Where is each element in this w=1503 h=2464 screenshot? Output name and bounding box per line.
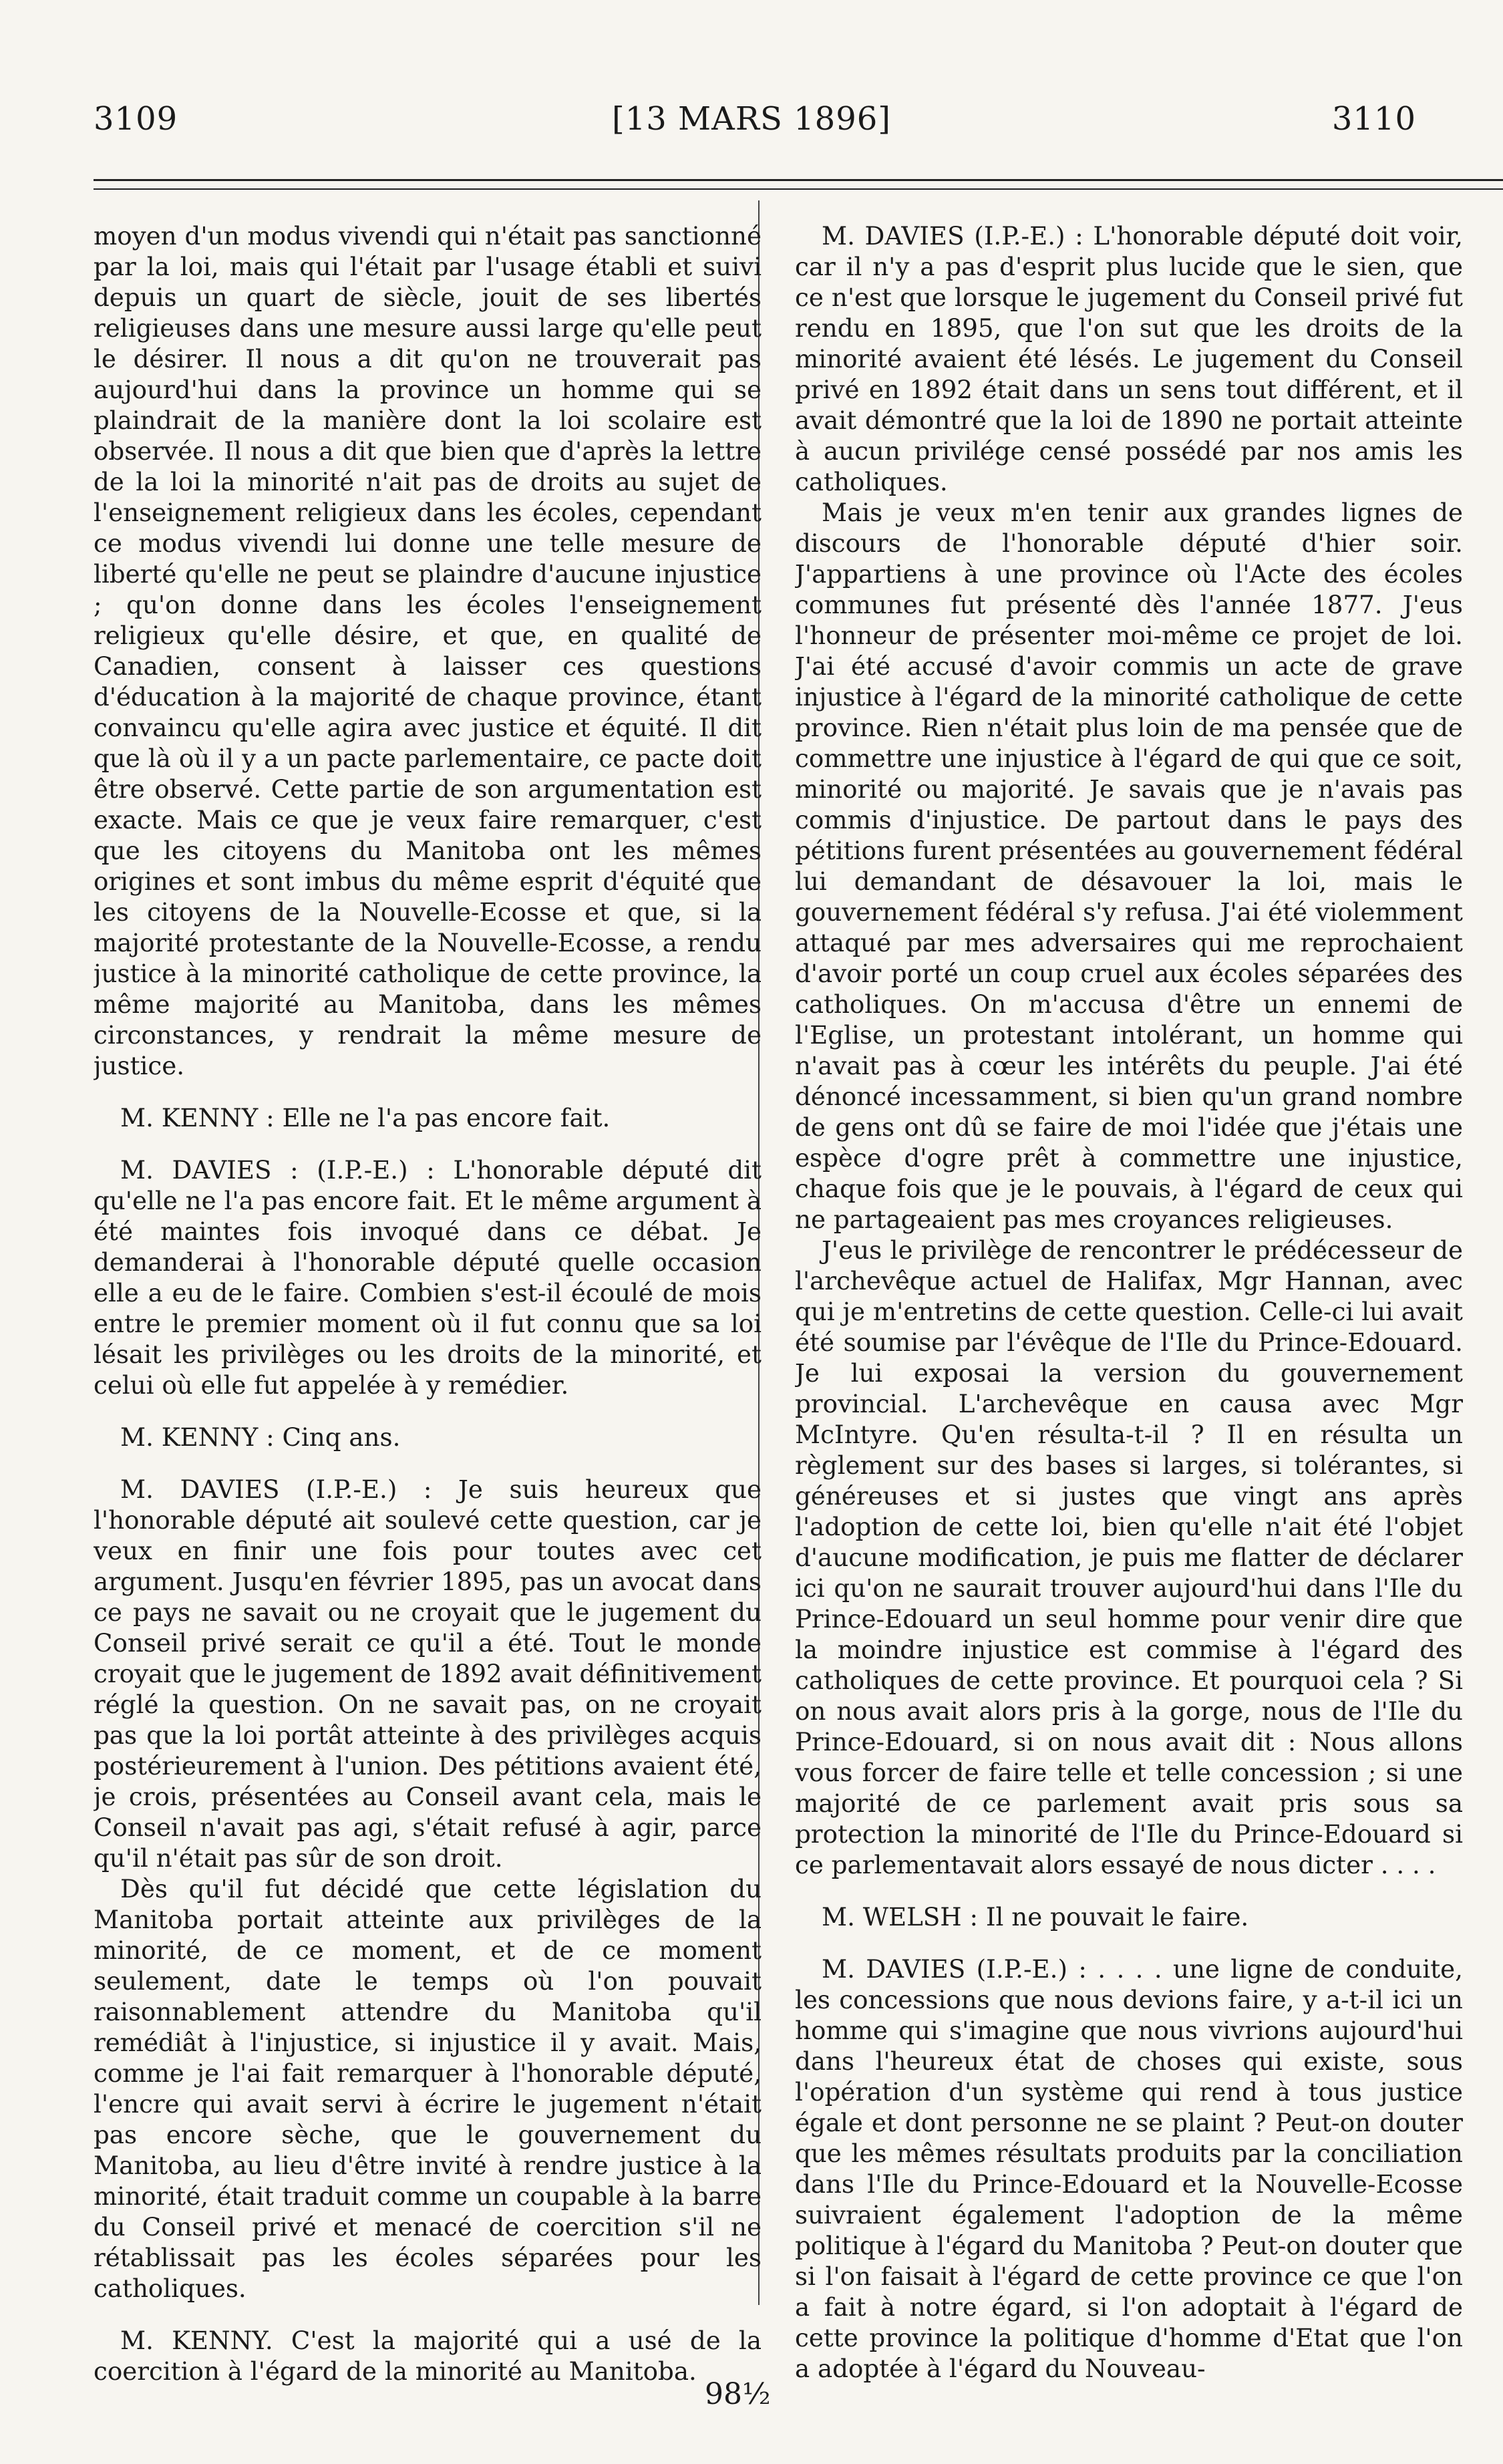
paragraph: J'eus le privilège de rencontrer le prédécesseur de l'archevêque actuel de Halifax, Mgr Hannan, avec qui je m'entretins de cette question. Celle-ci lui avait été soumise par l'évêque de l'Ile du Prince-Edouard. Je lui exposai la version du gouvernement provincial. L'archevêque en causa avec Mgr McIntyre. Qu'en résulta-t-il ? Il en résulta un règlement sur des bases si larges, si tolérantes, si généreuses et si justes que vingt ans après l'adoption de cette loi, bien qu'elle n'ait été l'objet d'aucune modification, je puis me flatter de déclarer ici qu'on ne saurait trouver aujourd'hui dans l'Ile du Prince-Edouard un seul homme pour venir dire que la moindre injustice est commise à l'égard des catholiques de cette province. Et pourquoi cela ? Si on nous avait alors pris à la gorge, nous de l'Ile du Prince-Edouard, si on nous avait dit : Nous allons vous forcer de faire telle et telle concession ; si une majorité de ce parlement avait pris sous sa protection la minorité de l'Ile du Prince-Edouard si ce parlementavait alors essayé de nous dicter . . . .	[795, 1235, 1463, 1879]
header-rule-thin	[94, 188, 1503, 190]
paragraph: moyen d'un modus vivendi qui n'était pas sanctionné par la loi, mais qui l'était par l'usage établi et suivi depuis un quart de siècle, jouit de ses libertés religieuses dans une mesure aussi large qu'elle peut le désirer. Il nous a dit qu'on ne trouverait pas aujourd'hui dans la province un homme qui se plaindrait de la manière dont la loi scolaire est observée. Il nous a dit que bien que d'après la lettre de la loi la minorité n'ait pas de droits au sujet de l'enseignement religieux dans les écoles, cependant ce modus vivendi lui donne une telle mesure de liberté qu'elle ne peut se plaindre d'aucune injustice ; qu'on donne dans les écoles l'enseignement religieux qu'elle désire, et que, en qualité de Canadien, consent à laisser ces questions d'éducation à la majorité de chaque province, étant convaincu qu'elle agira avec justice et équité. Il dit que là où il y a un pacte parlementaire, ce pacte doit être observé. Cette partie de son argumentation est exacte. Mais ce que je veux faire remarquer, c'est que les citoyens du Manitoba ont les mêmes origines et sont imbus du même esprit d'équité que les citoyens de la Nouvelle-Ecosse et que, si la majorité protestante de la Nouvelle-Ecosse, a rendu justice à la minorité catholique de cette province, la même majorité au Manitoba, dans les mêmes circonstances, y rendrait la même mesure de justice.	[94, 221, 762, 1080]
paragraph: M. DAVIES : (I.P.-E.) : L'honorable député dit qu'elle ne l'a pas encore fait. Et le même argument à été maintes fois invoqué dans ce débat. Je demanderai à l'honorable député quelle occasion elle a eu de le faire. Combien s'est-il écoulé de mois entre le premier moment où il fut connu que sa loi lésait les privilèges ou les droits de la minorité, et celui où elle fut appelée à y remédier.	[94, 1155, 762, 1400]
paragraph: M. KENNY : Elle ne l'a pas encore fait.	[120, 1103, 611, 1132]
paragraph: M. DAVIES (I.P.-E.) : . . . . une ligne de conduite, les concessions que nous devions faire, y a-t-il ici un homme qui s'imagine que nous vivrions aujourd'hui dans l'heureux état de choses qui existe, sous l'opération d'un système qui rend à tous justice égale et dont personne ne se plaint ? Peut-on douter que les mêmes résultats produits par la conciliation dans l'Ile du Prince-Edouard et la Nouvelle-Ecosse suivraient également l'adoption de la même politique à l'égard du Manitoba ? Peut-on douter que si l'on faisait à l'égard de cette province ce que l'on a fait à notre égard, si l'on adoptait à l'égard de cette province la politique d'homme d'Etat que l'on a adoptée à l'égard du Nouveau-	[795, 1954, 1463, 2383]
paragraph: M. WELSH : Il ne pouvait le faire.	[822, 1902, 1249, 1932]
paragraph: M. DAVIES (I.P.-E.) : Je suis heureux que l'honorable député ait soulevé cette question, car je veux en finir une fois pour toutes avec cet argument. Jusqu'en février 1895, pas un avocat dans ce pays ne savait ou ne croyait que le jugement du Conseil privé serait ce qu'il a été. Tout le monde croyait que le jugement de 1892 avait définitivement réglé la question. On ne savait pas, on ne croyait pas que la loi portât atteinte à des privilèges acquis postérieurement à l'union. Des pétitions avaient été, je crois, présentées au Conseil avant cela, mais le Conseil n'avait pas agi, s'était refusé à agir, parce qu'il n'était pas sûr de son droit.	[94, 1475, 762, 1873]
folio-mark: 98½	[705, 2377, 771, 2411]
paragraph: M. KENNY : Cinq ans.	[120, 1422, 401, 1452]
paragraph: Mais je veux m'en tenir aux grandes lignes de discours de l'honorable député d'hier soir. J'appartiens à une province où l'Acte des écoles communes fut présenté dès l'année 1877. J'eus l'honneur de présenter moi-même ce projet de loi. J'ai été accusé d'avoir commis un acte de grave injustice à l'égard de la minorité catholique de cette province. Rien n'était plus loin de ma pensée que de commettre une injustice à l'égard de qui que ce soit, minorité ou majorité. Je savais que je n'avais pas commis d'injustice. De partout dans le pays des pétitions furent présentées au gouvernement fédéral lui demandant de désavouer la loi, mais le gouvernement fédéral s'y refusa. J'ai été violemment attaqué par mes adversaires qui me reprochaient d'avoir porté un coup cruel aux écoles séparées des catholiques. On m'accusa d'être un ennemi de l'Eglise, un protestant intolérant, un homme qui n'avait pas à cœur les intérêts du peuple. J'ai été dénoncé incessamment, si bien qu'un grand nombre de gens ont dû se faire de moi l'idée que j'étais une espèce d'ogre prêt à commettre une injustice, chaque fois que je le pouvais, à l'égard de ceux qui ne partageaient pas mes croyances religieuses.	[795, 498, 1463, 1234]
paragraph: M. DAVIES (I.P.-E.) : L'honorable député doit voir, car il n'y a pas d'esprit plus lucide que le sien, que ce n'est que lorsque le jugement du Conseil privé fut rendu en 1895, que l'on sut que les droits de la minorité avaient été lésés. Le jugement du Conseil privé en 1892 était dans un sens tout différent, et il avait démontré que la loi de 1890 ne portait atteinte à aucun privilége censé possédé par nos amis les catholiques.	[795, 221, 1463, 496]
right-column	[795, 220, 1463, 2405]
paragraph: M. KENNY. C'est la majorité qui a usé de la coercition à l'égard de la minorité au Manitoba.	[94, 2326, 762, 2386]
page-number-left: 3109	[94, 100, 178, 138]
page-number-right: 3110	[1331, 100, 1416, 138]
page-date: [13 MARS 1896]	[611, 100, 892, 138]
left-column	[94, 220, 762, 2405]
header-rule-thick	[94, 179, 1503, 181]
paragraph: Dès qu'il fut décidé que cette législation du Manitoba portait atteinte aux privilèges de la minorité, de ce moment, et de ce moment seulement, date le temps où l'on pouvait raisonnablement attendre du Manitoba qu'il remédiât à l'injustice, si injustice il y avait. Mais, comme je l'ai fait remarquer à l'honorable député, l'encre qui avait servi à écrire le jugement n'était pas encore sèche, que le gouvernement du Manitoba, au lieu d'être invité à rendre justice à la minorité, était traduit comme un coupable à la barre du Conseil privé et menacé de coercition s'il ne rétablissait pas les écoles séparées pour les catholiques.	[94, 1874, 762, 2303]
